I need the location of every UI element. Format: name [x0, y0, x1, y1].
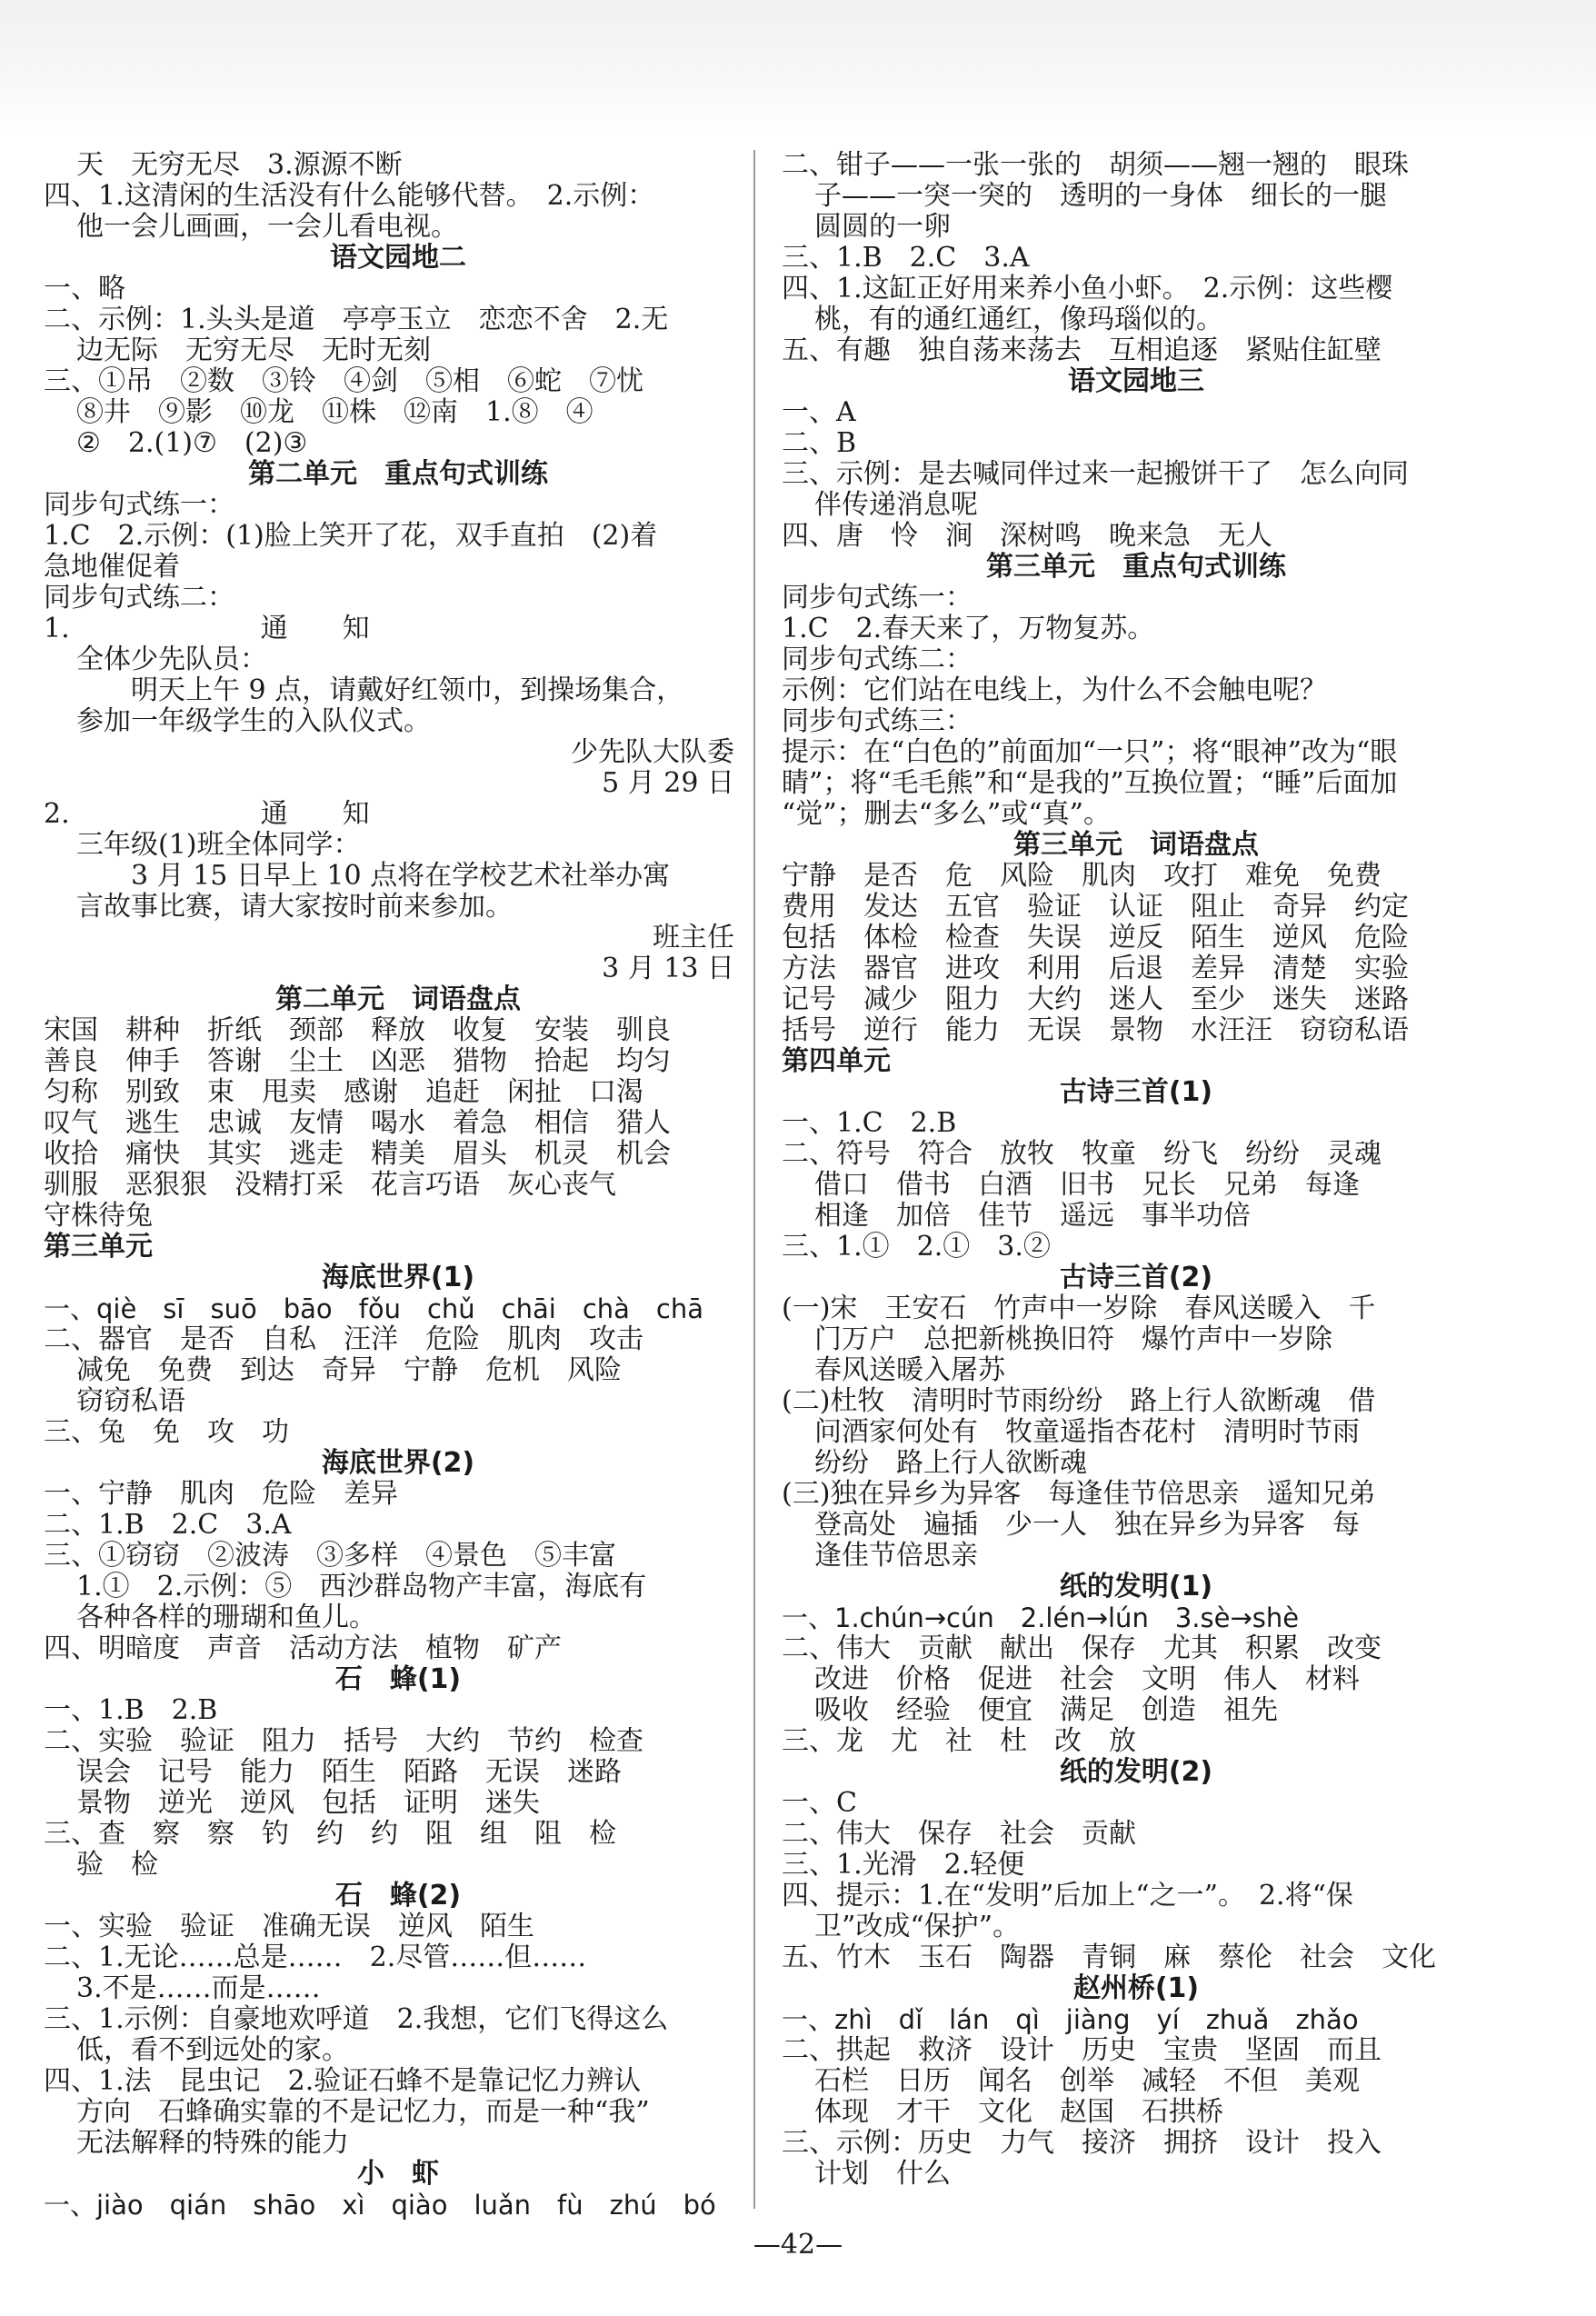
answer-line: 参加一年级学生的入队仪式。 [76, 705, 431, 737]
section-heading: 第二单元 重点句式训练 [248, 458, 548, 490]
answer-line: “觉”；删去“多么”或“真”。 [782, 798, 1112, 830]
answer-line: 同步句式练二： [44, 582, 234, 614]
answer-line: 二、示例：1.头头是道 亭亭玉立 恋恋不舍 2.无 [44, 304, 669, 335]
section-heading: 纸的发明(1) [1059, 1571, 1213, 1602]
answer-line: 他一会儿画画，一会儿看电视。 [76, 211, 458, 243]
answer-line: 同步句式练三： [782, 705, 973, 737]
unit-heading: 第三单元 [44, 1231, 153, 1263]
section-heading: 古诗三首(2) [1059, 1262, 1213, 1293]
answer-line: 相逢 加倍 佳节 遥远 事半功倍 [814, 1200, 1251, 1232]
answer-line: 示例：它们站在电线上，为什么不会触电呢？ [782, 674, 1327, 706]
answer-line: 低，看不到远处的家。 [76, 2034, 349, 2066]
section-heading: 第三单元 重点句式训练 [986, 551, 1286, 583]
answer-line: 方向 石蜂确实靠的不是记忆力，而是一种“我” [76, 2096, 650, 2128]
answer-line: 计划 什么 [814, 2158, 951, 2190]
answer-line: 逢佳节倍思亲 [814, 1540, 978, 1572]
answer-line: 三、查 察 察 钓 约 约 阻 组 阻 检 [44, 1818, 616, 1850]
answer-line: 明天上午 9 点，请戴好红领巾，到操场集合， [131, 674, 684, 706]
answer-line: 匀称 别致 束 甩卖 感谢 追赶 闲扯 口渴 [44, 1076, 643, 1108]
page-number: —42— [753, 2229, 843, 2261]
answer-line: 吸收 经验 便宜 满足 创造 祖先 [814, 1694, 1278, 1726]
answer-line: 3 月 15 日早上 10 点将在学校艺术社举办寓 [131, 860, 671, 892]
unit-heading: 第四单元 [782, 1045, 891, 1077]
answer-line: 宁静 是否 危 风险 肌肉 攻打 难免 免费 [782, 860, 1382, 892]
answer-line: 一、宁静 肌肉 危险 差异 [44, 1478, 398, 1510]
answer-line: 驯服 恶狠狠 没精打采 花言巧语 灰心丧气 [44, 1169, 616, 1201]
section-heading: 海底世界(1) [321, 1262, 475, 1293]
answer-line: 包括 体检 检查 失误 逆反 陌生 逆风 危险 [782, 922, 1409, 953]
answer-line: 一、1.chún→cún 2.lén→lún 3.sè→shè [782, 1602, 1300, 1633]
section-heading: 第二单元 词语盘点 [275, 983, 521, 1015]
answer-line: 三、龙 尤 社 杜 改 放 [782, 1725, 1136, 1757]
answer-line: 石栏 日历 闻名 创举 减轻 不但 美观 [814, 2065, 1360, 2097]
section-heading: 海底世界(2) [321, 1447, 475, 1479]
answer-line: 三、①吊 ②数 ③铃 ④剑 ⑤相 ⑥蛇 ⑦忧 [44, 365, 643, 397]
answer-line: 四、唐 怜 涧 深树鸣 晚来急 无人 [782, 520, 1272, 552]
answer-line: 急地催促着 [44, 551, 180, 583]
answer-line: 减免 免费 到达 奇异 宁静 危机 风险 [76, 1354, 622, 1386]
answer-line: 三、1.光滑 2.轻便 [782, 1849, 1025, 1881]
answer-line: 五、竹木 玉石 陶器 青铜 麻 蔡伦 社会 文化 [782, 1942, 1436, 1973]
answer-line: 三、兔 免 攻 功 [44, 1416, 289, 1448]
answer-line: 守株待兔 [44, 1200, 153, 1232]
answer-line: 一、qiè sī suō bāo fǒu chǔ chāi chà chā [44, 1293, 704, 1324]
section-heading: 语文园地二 [330, 242, 466, 274]
answer-line: 四、明暗度 声音 活动方法 植物 矿产 [44, 1632, 562, 1664]
answer-line: 登高处 遍插 少一人 独在异乡为异客 每 [814, 1509, 1360, 1541]
answer-line: 二、伟大 保存 社会 贡献 [782, 1818, 1136, 1850]
section-heading: 古诗三首(1) [1059, 1076, 1213, 1108]
answer-line: 记号 减少 阻力 大约 迷人 至少 迷失 迷路 [782, 983, 1409, 1015]
answer-line: 三、①窃窃 ②波涛 ③多样 ④景色 ⑤丰富 [44, 1540, 616, 1572]
answer-line: 一、A [782, 396, 856, 428]
answer-line: (一)宋 王安石 竹声中一岁除 春风送暖入 千 [782, 1293, 1376, 1324]
answer-line: 圆圆的一卵 [814, 211, 951, 243]
column-divider [753, 150, 755, 2209]
answer-line: 窃窃私语 [76, 1385, 185, 1417]
section-heading: 语文园地三 [1068, 365, 1204, 397]
section-heading: 第三单元 词语盘点 [1013, 829, 1259, 861]
answer-line: 二、器官 是否 自私 汪洋 危险 肌肉 攻击 [44, 1323, 643, 1355]
answer-line: 四、1.法 昆虫记 2.验证石蜂不是靠记忆力辨认 [44, 2065, 642, 2097]
answer-line: 一、1.B 2.B [44, 1694, 218, 1726]
answer-line: 景物 逆光 逆风 包括 证明 迷失 [76, 1787, 540, 1819]
answer-line: 三、示例：历史 力气 接济 拥挤 设计 投入 [782, 2127, 1382, 2159]
answer-line: 一、jiào qián shāo xì qiào luǎn fù zhú bó [44, 2190, 716, 2221]
answer-line: 验 检 [76, 1849, 158, 1881]
answer-line: 门万户 总把新桃换旧符 爆竹声中一岁除 [814, 1323, 1332, 1355]
answer-line: 提示：在“白色的”前面加“一只”；将“眼神”改为“眼 [782, 736, 1398, 768]
answer-line: 二、1.B 2.C 3.A [44, 1509, 292, 1541]
section-heading: 赵州桥(1) [1072, 1972, 1200, 2004]
answer-line: 2. 通 知 [44, 798, 370, 830]
answer-line: 5 月 29 日 [602, 767, 734, 799]
answer-line: 春风送暖入屠苏 [814, 1354, 1005, 1386]
answer-line: 改进 价格 促进 社会 文明 伟人 材料 [814, 1663, 1360, 1695]
answer-line: 3 月 13 日 [602, 953, 734, 984]
answer-line: 叹气 逃生 忠诚 友情 喝水 着急 相信 猎人 [44, 1107, 671, 1139]
answer-line: 四、1.这清闲的生活没有什么能够代替。 2.示例： [44, 180, 655, 212]
answer-line: 括号 逆行 能力 无误 景物 水汪汪 窃窃私语 [782, 1014, 1409, 1046]
answer-line: 二、符号 符合 放牧 牧童 纷飞 纷纷 灵魂 [782, 1138, 1382, 1170]
answer-line: 三、示例：是去喊同伴过来一起搬饼干了 怎么向同 [782, 458, 1409, 490]
answer-line: 三、1.示例：自豪地欢呼道 2.我想，它们飞得这么 [44, 2003, 669, 2035]
answer-line: ⑧井 ⑨影 ⑩龙 ⑪株 ⑫南 1.⑧ ④ [76, 396, 594, 428]
answer-line: 方法 器官 进攻 利用 后退 差异 清楚 实验 [782, 953, 1409, 984]
answer-line: 同步句式练一： [44, 489, 234, 521]
answer-line: 天 无穷无尽 3.源源不断 [76, 149, 403, 181]
answer-line: 三年级(1)班全体同学： [76, 829, 361, 861]
answer-line: 同步句式练一： [782, 582, 973, 614]
answer-line: 3.不是……而是…… [76, 1972, 321, 2004]
answer-line: 边无际 无穷无尽 无时无刻 [76, 334, 431, 366]
section-heading: 石 蜂(1) [334, 1663, 462, 1695]
answer-line: 借口 借书 白酒 旧书 兄长 兄弟 每逢 [814, 1169, 1360, 1201]
answer-line: 一、zhì dǐ lán qì jiàng yí zhuǎ zhǎo [782, 2004, 1359, 2035]
answer-line: 二、伟大 贡献 献出 保存 尤其 积累 改变 [782, 1632, 1382, 1664]
answer-line: 卫”改成“保护”。 [814, 1911, 1021, 1942]
answer-line: 全体少先队员： [76, 644, 267, 675]
right-column [782, 150, 1491, 2190]
answer-line: 三、1.① 2.① 3.② [782, 1231, 1051, 1263]
answer-line: 二、拱起 救济 设计 历史 宝贵 坚固 而且 [782, 2034, 1382, 2066]
answer-line: (三)独在异乡为异客 每逢佳节倍思亲 遥知兄弟 [782, 1478, 1376, 1510]
answer-line: 一、C [782, 1787, 857, 1819]
left-column [44, 150, 753, 2221]
section-heading: 石 蜂(2) [334, 1880, 462, 1912]
answer-line: 二、1.无论……总是…… 2.尽管……但…… [44, 1942, 587, 1973]
answer-line: 同步句式练二： [782, 644, 973, 675]
answer-line: 宋国 耕种 折纸 颈部 释放 收复 安装 驯良 [44, 1014, 671, 1046]
answer-line: 二、钳子——一张一张的 胡须——翘一翘的 眼珠 [782, 149, 1409, 181]
answer-line: 三、1.B 2.C 3.A [782, 242, 1030, 274]
header-band [0, 0, 1596, 136]
answer-line: 一、1.C 2.B [782, 1107, 957, 1139]
answer-line: 少先队大队委 [571, 736, 734, 768]
answer-line: 各种各样的珊瑚和鱼儿。 [76, 1602, 376, 1633]
answer-line: 善良 伸手 答谢 尘土 凶恶 猎物 拾起 均匀 [44, 1045, 671, 1077]
answer-line: 四、提示：1.在“发明”后加上“之一”。 2.将“保 [782, 1880, 1353, 1912]
answer-line: 言故事比赛，请大家按时前来参加。 [76, 891, 513, 923]
answer-line: ② 2.(1)⑦ (2)③ [76, 427, 308, 459]
answer-line: 1. 通 知 [44, 613, 370, 644]
answer-line: 睛”；将“毛毛熊”和“是我的”互换位置；“睡”后面加 [782, 767, 1398, 799]
answer-line: (二)杜牧 清明时节雨纷纷 路上行人欲断魂 借 [782, 1385, 1376, 1417]
section-heading: 小 虾 [357, 2158, 439, 2190]
answer-line: 四、1.这缸正好用来养小鱼小虾。 2.示例：这些樱 [782, 273, 1393, 304]
answer-line: 收拾 痛快 其实 逃走 精美 眉头 机灵 机会 [44, 1138, 671, 1170]
answer-line: 问酒家何处有 牧童遥指杏花村 清明时节雨 [814, 1416, 1360, 1448]
answer-line: 1.① 2.示例：⑤ 西沙群岛物产丰富，海底有 [76, 1571, 647, 1602]
answer-line: 无法解释的特殊的能力 [76, 2127, 349, 2159]
section-heading: 纸的发明(2) [1059, 1756, 1213, 1788]
answer-line: 班主任 [653, 922, 734, 953]
answer-line: 二、B [782, 427, 857, 459]
answer-line: 五、有趣 独自荡来荡去 互相追逐 紧贴住缸壁 [782, 334, 1382, 366]
answer-line: 1.C 2.春天来了，万物复苏。 [782, 613, 1155, 644]
answer-line: 子——一突一突的 透明的一身体 细长的一腿 [814, 180, 1387, 212]
answer-line: 二、实验 验证 阻力 括号 大约 节约 检查 [44, 1725, 643, 1757]
answer-line: 伴传递消息呢 [814, 489, 978, 521]
answer-line: 误会 记号 能力 陌生 陌路 无误 迷路 [76, 1756, 622, 1788]
answer-line: 费用 发达 五官 验证 认证 阻止 奇异 约定 [782, 891, 1409, 923]
answer-line: 桃，有的通红通红，像玛瑙似的。 [814, 304, 1223, 335]
answer-line: 纷纷 路上行人欲断魂 [814, 1447, 1087, 1479]
answer-line: 体现 才干 文化 赵国 石拱桥 [814, 2096, 1223, 2128]
answer-line: 一、略 [44, 273, 125, 304]
answer-line: 1.C 2.示例：(1)脸上笑开了花，双手直拍 (2)着 [44, 520, 658, 552]
answer-line: 一、实验 验证 准确无误 逆风 陌生 [44, 1911, 534, 1942]
